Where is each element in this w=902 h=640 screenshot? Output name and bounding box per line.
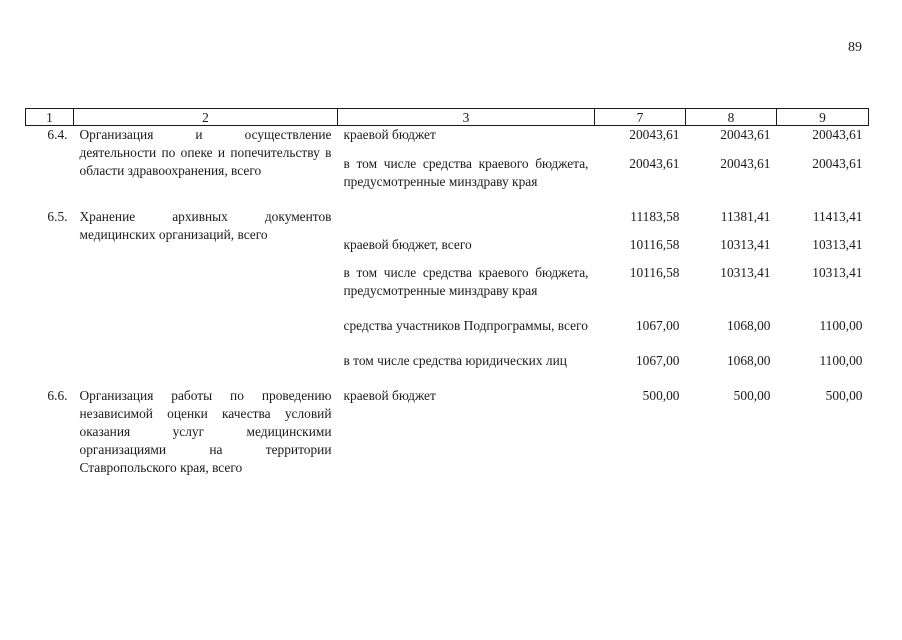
item-code: 6.6. <box>47 388 68 403</box>
value-col-9: 10313,41 <box>812 265 863 280</box>
value-col-8: 1068,00 <box>726 318 771 333</box>
value-col-9: 11413,41 <box>812 209 863 224</box>
value-col-7: 1067,00 <box>635 318 680 333</box>
value-col-7: 20043,61 <box>629 127 680 142</box>
value-col-8: 10313,41 <box>720 265 771 280</box>
value-col-9: 20043,61 <box>812 156 863 171</box>
value-col-8: 20043,61 <box>720 127 771 142</box>
header-col-9: 9 <box>777 109 869 126</box>
header-col-3: 3 <box>338 109 595 126</box>
table-row <box>26 387 869 477</box>
value-col-9: 1100,00 <box>819 318 863 333</box>
funding-source <box>338 208 595 236</box>
value-col-9: 1100,00 <box>819 353 863 368</box>
value-col-8: 1068,00 <box>726 353 771 368</box>
header-col-8: 8 <box>686 109 777 126</box>
header-col-7: 7 <box>595 109 686 126</box>
item-name: Организация и осуществление деятельности по опеке и попечительству в области здравоохранения, всего <box>79 127 332 178</box>
funding-source: краевой бюджет <box>343 127 436 142</box>
funding-source: в том числе средства юридических лиц <box>343 353 567 368</box>
budget-table <box>25 108 869 477</box>
value-col-8: 11381,41 <box>720 209 771 224</box>
header-col-1: 1 <box>26 109 74 126</box>
value-col-7: 1067,00 <box>635 353 680 368</box>
value-col-8: 10313,41 <box>720 237 771 252</box>
value-col-7: 500,00 <box>642 388 680 403</box>
funding-source: краевой бюджет, всего <box>343 237 472 252</box>
item-code: 6.5. <box>47 209 68 224</box>
value-col-7: 11183,58 <box>630 209 680 224</box>
table-row <box>26 208 869 236</box>
item-name: Организация работы по проведению независимой оценки качества условий оказания услуг медицинскими организациями на территории Ставропольского края, всего <box>79 388 332 475</box>
table-header <box>26 109 869 126</box>
value-col-7: 10116,58 <box>629 237 680 252</box>
funding-source: краевой бюджет <box>343 388 436 403</box>
value-col-7: 10116,58 <box>629 265 680 280</box>
item-name: Хранение архивных документов медицинских организаций, всего <box>79 209 332 242</box>
value-col-9: 20043,61 <box>812 127 863 142</box>
funding-source: в том числе средства краевого бюджета, предусмотренные минздраву края <box>343 265 589 298</box>
value-col-7: 20043,61 <box>629 156 680 171</box>
page-number: 89 <box>848 40 862 55</box>
value-col-8: 20043,61 <box>720 156 771 171</box>
value-col-8: 500,00 <box>733 388 771 403</box>
funding-source: средства участников Подпрограммы, всего <box>343 318 588 333</box>
header-col-2: 2 <box>74 109 338 126</box>
funding-source: в том числе средства краевого бюджета, предусмотренные минздраву края <box>343 156 589 189</box>
value-col-9: 10313,41 <box>812 237 863 252</box>
item-code: 6.4. <box>47 127 68 142</box>
value-col-9: 500,00 <box>825 388 863 403</box>
table-row <box>26 126 869 156</box>
